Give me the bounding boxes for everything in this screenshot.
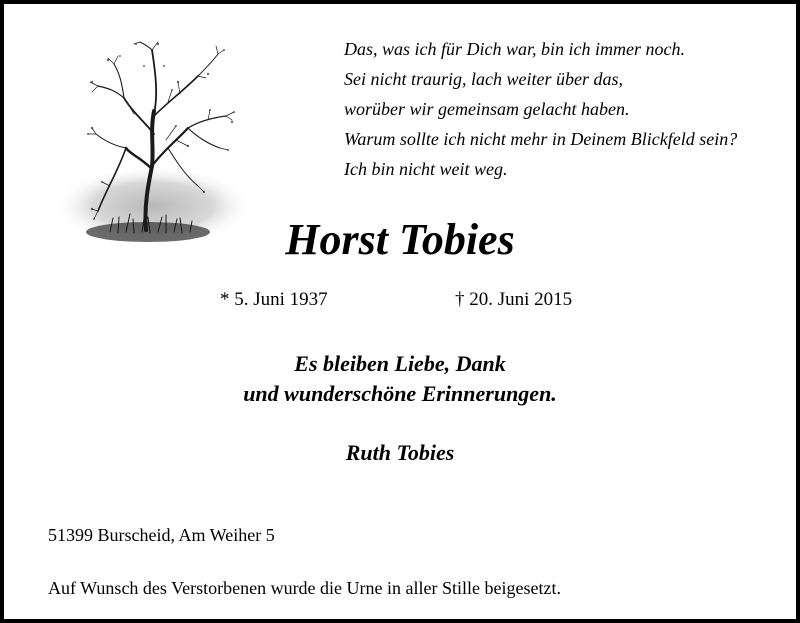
motto xyxy=(4,349,796,409)
motto-line: und wunderschöne Erinnerungen. xyxy=(243,381,557,406)
motto-line: Es bleiben Liebe, Dank xyxy=(294,351,506,376)
poem-line: Ich bin nicht weit weg. xyxy=(344,159,508,179)
birth-date: * 5. Juni 1937 xyxy=(220,289,328,310)
poem-line: Das, was ich für Dich war, bin ich immer noch. xyxy=(344,39,685,59)
poem-line: worüber wir gemeinsam gelacht haben. xyxy=(344,99,630,119)
poem xyxy=(344,34,794,184)
poem-line: Warum sollte ich nicht mehr in Deinem Blickfeld sein? xyxy=(344,129,738,149)
deceased-name: Horst Tobies xyxy=(285,215,515,264)
burial-note: Auf Wunsch des Verstorbenen wurde die Urne in aller Stille beigesetzt. xyxy=(48,578,561,598)
signature: Ruth Tobies xyxy=(345,440,455,465)
address: 51399 Burscheid, Am Weiher 5 xyxy=(48,525,275,545)
death-date: † 20. Juni 2015 xyxy=(455,289,573,310)
poem-line: Sei nicht traurig, lach weiter über das, xyxy=(344,69,623,89)
